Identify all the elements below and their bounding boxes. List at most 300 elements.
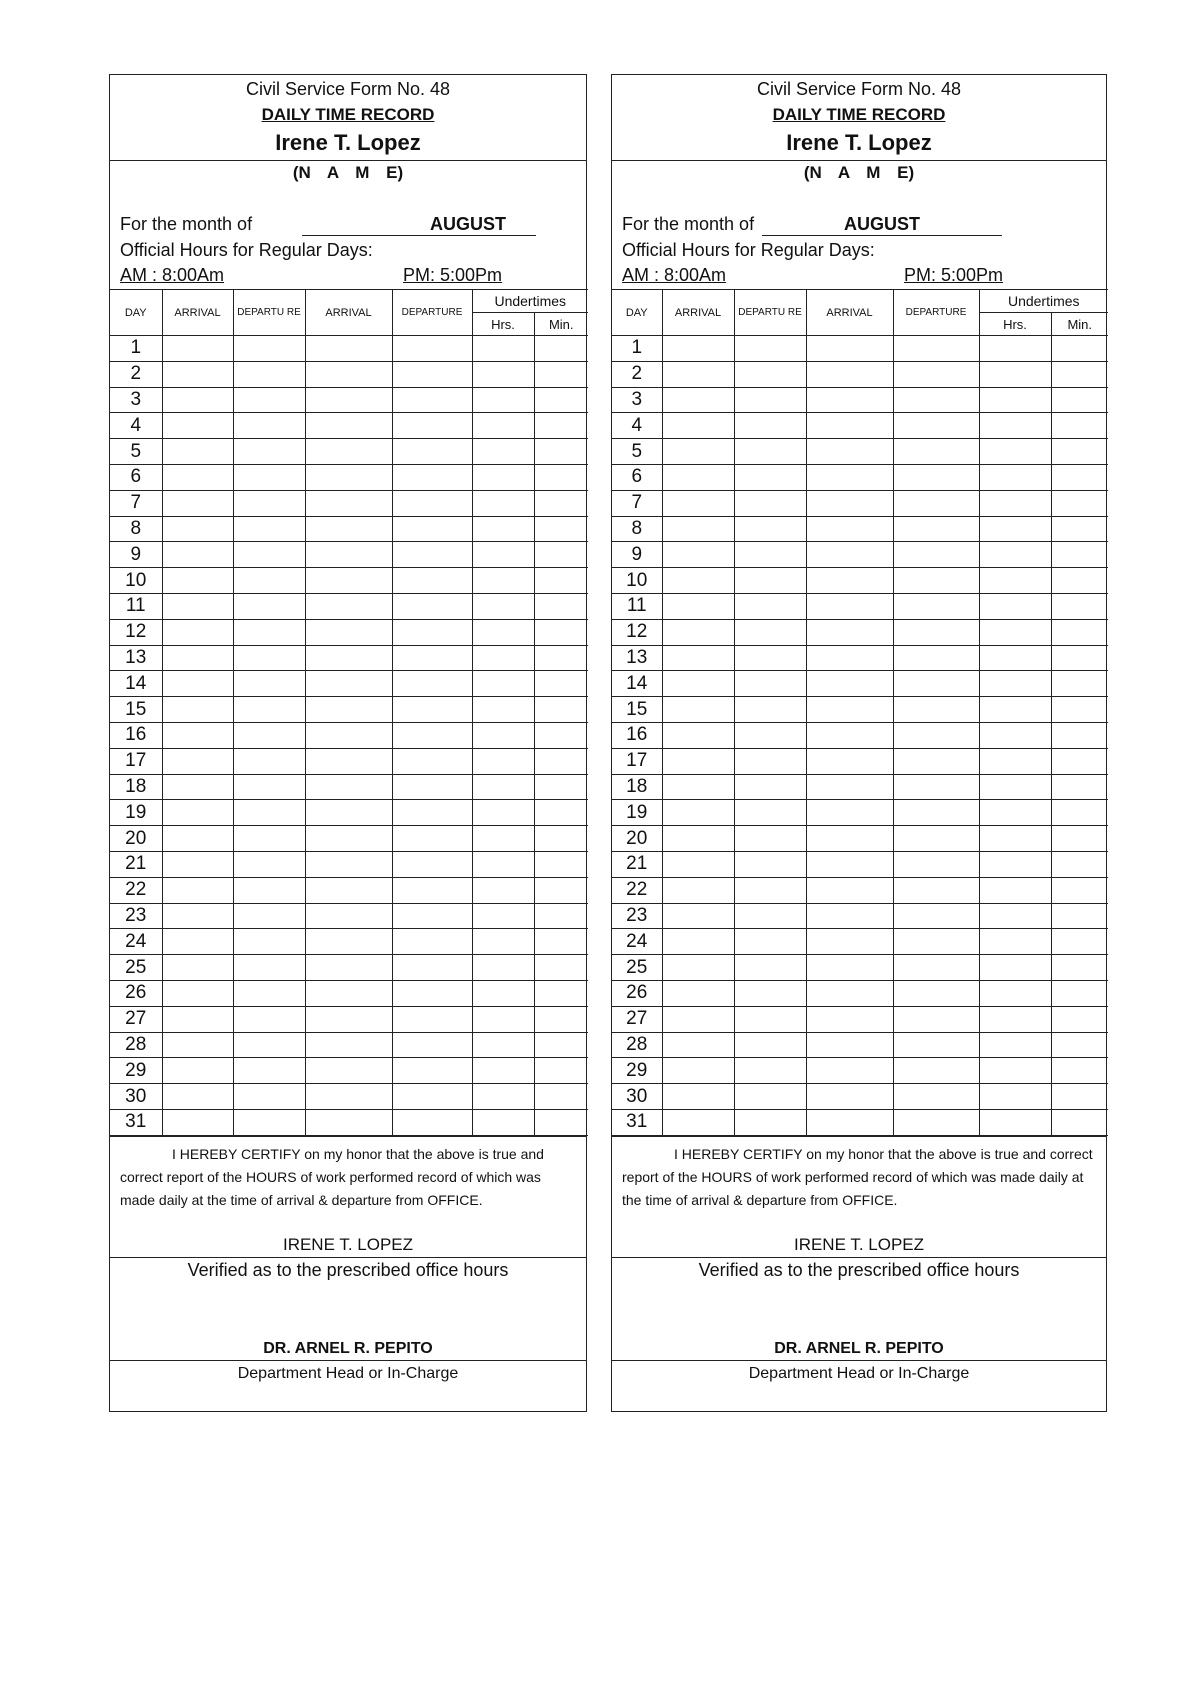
arrival-pm-cell[interactable]: [305, 336, 392, 362]
departure-pm-cell[interactable]: [893, 697, 979, 723]
undertime-min-cell[interactable]: [1051, 593, 1108, 619]
departure-pm-cell[interactable]: [392, 748, 472, 774]
arrival-am-cell[interactable]: [662, 516, 734, 542]
departure-am-cell[interactable]: [734, 697, 806, 723]
undertime-min-cell[interactable]: [534, 1109, 588, 1135]
arrival-am-cell[interactable]: [162, 748, 233, 774]
undertime-hrs-cell[interactable]: [979, 826, 1051, 852]
undertime-hrs-cell[interactable]: [472, 1032, 534, 1058]
departure-am-cell[interactable]: [233, 1109, 305, 1135]
arrival-am-cell[interactable]: [662, 490, 734, 516]
undertime-min-cell[interactable]: [1051, 619, 1108, 645]
departure-am-cell[interactable]: [734, 1032, 806, 1058]
undertime-hrs-cell[interactable]: [979, 490, 1051, 516]
departure-am-cell[interactable]: [734, 1006, 806, 1032]
undertime-hrs-cell[interactable]: [979, 671, 1051, 697]
undertime-hrs-cell[interactable]: [979, 645, 1051, 671]
departure-pm-cell[interactable]: [893, 542, 979, 568]
departure-pm-cell[interactable]: [392, 929, 472, 955]
arrival-am-cell[interactable]: [162, 464, 233, 490]
month-field[interactable]: [302, 214, 536, 236]
undertime-hrs-cell[interactable]: [472, 774, 534, 800]
departure-pm-cell[interactable]: [893, 722, 979, 748]
departure-am-cell[interactable]: [734, 826, 806, 852]
arrival-am-cell[interactable]: [162, 877, 233, 903]
undertime-min-cell[interactable]: [534, 413, 588, 439]
departure-am-cell[interactable]: [734, 516, 806, 542]
departure-am-cell[interactable]: [233, 851, 305, 877]
departure-pm-cell[interactable]: [893, 1058, 979, 1084]
arrival-am-cell[interactable]: [662, 722, 734, 748]
undertime-min-cell[interactable]: [534, 361, 588, 387]
departure-am-cell[interactable]: [233, 877, 305, 903]
departure-am-cell[interactable]: [233, 826, 305, 852]
arrival-am-cell[interactable]: [662, 542, 734, 568]
undertime-min-cell[interactable]: [1051, 800, 1108, 826]
undertime-hrs-cell[interactable]: [472, 877, 534, 903]
departure-am-cell[interactable]: [233, 542, 305, 568]
departure-pm-cell[interactable]: [893, 593, 979, 619]
undertime-min-cell[interactable]: [1051, 516, 1108, 542]
arrival-pm-cell[interactable]: [806, 542, 893, 568]
departure-pm-cell[interactable]: [392, 980, 472, 1006]
arrival-am-cell[interactable]: [662, 903, 734, 929]
departure-am-cell[interactable]: [734, 387, 806, 413]
arrival-pm-cell[interactable]: [806, 619, 893, 645]
undertime-hrs-cell[interactable]: [472, 464, 534, 490]
undertime-min-cell[interactable]: [1051, 671, 1108, 697]
arrival-am-cell[interactable]: [162, 903, 233, 929]
departure-pm-cell[interactable]: [893, 645, 979, 671]
departure-pm-cell[interactable]: [392, 361, 472, 387]
departure-am-cell[interactable]: [233, 697, 305, 723]
arrival-am-cell[interactable]: [662, 568, 734, 594]
departure-am-cell[interactable]: [734, 955, 806, 981]
departure-pm-cell[interactable]: [392, 671, 472, 697]
departure-pm-cell[interactable]: [893, 980, 979, 1006]
arrival-pm-cell[interactable]: [305, 851, 392, 877]
undertime-min-cell[interactable]: [534, 387, 588, 413]
arrival-pm-cell[interactable]: [305, 387, 392, 413]
undertime-min-cell[interactable]: [534, 980, 588, 1006]
arrival-am-cell[interactable]: [162, 490, 233, 516]
departure-am-cell[interactable]: [734, 929, 806, 955]
arrival-am-cell[interactable]: [662, 387, 734, 413]
undertime-min-cell[interactable]: [1051, 980, 1108, 1006]
departure-am-cell[interactable]: [233, 774, 305, 800]
arrival-pm-cell[interactable]: [305, 490, 392, 516]
arrival-pm-cell[interactable]: [806, 645, 893, 671]
undertime-min-cell[interactable]: [534, 722, 588, 748]
undertime-min-cell[interactable]: [1051, 645, 1108, 671]
arrival-pm-cell[interactable]: [806, 1109, 893, 1135]
departure-pm-cell[interactable]: [893, 955, 979, 981]
departure-am-cell[interactable]: [233, 490, 305, 516]
arrival-am-cell[interactable]: [162, 516, 233, 542]
arrival-am-cell[interactable]: [162, 980, 233, 1006]
arrival-pm-cell[interactable]: [305, 619, 392, 645]
arrival-pm-cell[interactable]: [806, 851, 893, 877]
undertime-hrs-cell[interactable]: [979, 542, 1051, 568]
arrival-am-cell[interactable]: [662, 645, 734, 671]
arrival-am-cell[interactable]: [662, 851, 734, 877]
departure-am-cell[interactable]: [233, 955, 305, 981]
undertime-min-cell[interactable]: [534, 774, 588, 800]
departure-pm-cell[interactable]: [893, 851, 979, 877]
undertime-hrs-cell[interactable]: [472, 387, 534, 413]
arrival-pm-cell[interactable]: [806, 568, 893, 594]
undertime-hrs-cell[interactable]: [979, 748, 1051, 774]
undertime-hrs-cell[interactable]: [979, 593, 1051, 619]
undertime-min-cell[interactable]: [534, 516, 588, 542]
undertime-min-cell[interactable]: [1051, 826, 1108, 852]
undertime-min-cell[interactable]: [534, 593, 588, 619]
arrival-pm-cell[interactable]: [806, 697, 893, 723]
undertime-min-cell[interactable]: [534, 464, 588, 490]
departure-pm-cell[interactable]: [392, 722, 472, 748]
departure-am-cell[interactable]: [734, 361, 806, 387]
undertime-min-cell[interactable]: [534, 903, 588, 929]
undertime-min-cell[interactable]: [534, 619, 588, 645]
undertime-hrs-cell[interactable]: [472, 929, 534, 955]
undertime-min-cell[interactable]: [1051, 542, 1108, 568]
arrival-am-cell[interactable]: [162, 851, 233, 877]
undertime-min-cell[interactable]: [1051, 903, 1108, 929]
undertime-min-cell[interactable]: [1051, 387, 1108, 413]
undertime-hrs-cell[interactable]: [472, 980, 534, 1006]
departure-pm-cell[interactable]: [392, 851, 472, 877]
undertime-min-cell[interactable]: [534, 490, 588, 516]
undertime-min-cell[interactable]: [534, 645, 588, 671]
arrival-pm-cell[interactable]: [305, 1006, 392, 1032]
departure-pm-cell[interactable]: [893, 516, 979, 542]
arrival-am-cell[interactable]: [662, 593, 734, 619]
undertime-hrs-cell[interactable]: [472, 1109, 534, 1135]
undertime-hrs-cell[interactable]: [979, 774, 1051, 800]
departure-am-cell[interactable]: [233, 568, 305, 594]
departure-pm-cell[interactable]: [893, 671, 979, 697]
departure-pm-cell[interactable]: [392, 516, 472, 542]
undertime-hrs-cell[interactable]: [979, 1032, 1051, 1058]
arrival-am-cell[interactable]: [662, 877, 734, 903]
arrival-am-cell[interactable]: [662, 1109, 734, 1135]
arrival-am-cell[interactable]: [162, 1109, 233, 1135]
undertime-min-cell[interactable]: [534, 877, 588, 903]
arrival-am-cell[interactable]: [662, 439, 734, 465]
arrival-pm-cell[interactable]: [305, 516, 392, 542]
undertime-min-cell[interactable]: [1051, 361, 1108, 387]
undertime-min-cell[interactable]: [534, 929, 588, 955]
arrival-am-cell[interactable]: [662, 671, 734, 697]
arrival-am-cell[interactable]: [662, 980, 734, 1006]
departure-pm-cell[interactable]: [893, 464, 979, 490]
arrival-pm-cell[interactable]: [806, 387, 893, 413]
departure-pm-cell[interactable]: [392, 955, 472, 981]
undertime-min-cell[interactable]: [1051, 1109, 1108, 1135]
arrival-pm-cell[interactable]: [806, 490, 893, 516]
undertime-hrs-cell[interactable]: [472, 851, 534, 877]
arrival-am-cell[interactable]: [162, 1006, 233, 1032]
undertime-min-cell[interactable]: [534, 671, 588, 697]
departure-pm-cell[interactable]: [392, 697, 472, 723]
departure-am-cell[interactable]: [734, 800, 806, 826]
arrival-pm-cell[interactable]: [305, 800, 392, 826]
departure-pm-cell[interactable]: [392, 490, 472, 516]
departure-am-cell[interactable]: [233, 336, 305, 362]
departure-am-cell[interactable]: [734, 568, 806, 594]
departure-pm-cell[interactable]: [392, 619, 472, 645]
departure-am-cell[interactable]: [233, 980, 305, 1006]
departure-pm-cell[interactable]: [392, 542, 472, 568]
departure-am-cell[interactable]: [734, 877, 806, 903]
arrival-pm-cell[interactable]: [305, 464, 392, 490]
undertime-hrs-cell[interactable]: [472, 516, 534, 542]
undertime-hrs-cell[interactable]: [979, 955, 1051, 981]
departure-pm-cell[interactable]: [893, 1084, 979, 1110]
departure-am-cell[interactable]: [233, 800, 305, 826]
undertime-min-cell[interactable]: [1051, 464, 1108, 490]
undertime-min-cell[interactable]: [1051, 774, 1108, 800]
arrival-pm-cell[interactable]: [305, 361, 392, 387]
undertime-hrs-cell[interactable]: [472, 568, 534, 594]
arrival-am-cell[interactable]: [662, 1084, 734, 1110]
undertime-min-cell[interactable]: [1051, 490, 1108, 516]
arrival-pm-cell[interactable]: [806, 516, 893, 542]
undertime-min-cell[interactable]: [534, 336, 588, 362]
undertime-min-cell[interactable]: [534, 748, 588, 774]
arrival-am-cell[interactable]: [162, 413, 233, 439]
departure-pm-cell[interactable]: [893, 336, 979, 362]
departure-pm-cell[interactable]: [893, 387, 979, 413]
arrival-pm-cell[interactable]: [305, 697, 392, 723]
undertime-min-cell[interactable]: [1051, 439, 1108, 465]
undertime-hrs-cell[interactable]: [472, 1058, 534, 1084]
undertime-hrs-cell[interactable]: [979, 1058, 1051, 1084]
departure-am-cell[interactable]: [734, 671, 806, 697]
arrival-am-cell[interactable]: [162, 645, 233, 671]
departure-am-cell[interactable]: [233, 1032, 305, 1058]
undertime-hrs-cell[interactable]: [472, 439, 534, 465]
undertime-hrs-cell[interactable]: [472, 593, 534, 619]
departure-am-cell[interactable]: [233, 387, 305, 413]
undertime-hrs-cell[interactable]: [979, 877, 1051, 903]
undertime-min-cell[interactable]: [1051, 413, 1108, 439]
arrival-am-cell[interactable]: [662, 929, 734, 955]
undertime-min-cell[interactable]: [534, 851, 588, 877]
undertime-hrs-cell[interactable]: [979, 619, 1051, 645]
undertime-min-cell[interactable]: [1051, 568, 1108, 594]
departure-pm-cell[interactable]: [893, 774, 979, 800]
undertime-hrs-cell[interactable]: [472, 645, 534, 671]
departure-pm-cell[interactable]: [392, 1058, 472, 1084]
departure-am-cell[interactable]: [233, 1006, 305, 1032]
departure-am-cell[interactable]: [233, 1084, 305, 1110]
undertime-min-cell[interactable]: [1051, 722, 1108, 748]
departure-am-cell[interactable]: [233, 413, 305, 439]
arrival-am-cell[interactable]: [162, 1032, 233, 1058]
departure-am-cell[interactable]: [734, 1084, 806, 1110]
undertime-min-cell[interactable]: [1051, 336, 1108, 362]
departure-pm-cell[interactable]: [392, 826, 472, 852]
arrival-am-cell[interactable]: [162, 826, 233, 852]
undertime-min-cell[interactable]: [534, 826, 588, 852]
departure-pm-cell[interactable]: [392, 593, 472, 619]
arrival-am-cell[interactable]: [662, 619, 734, 645]
departure-pm-cell[interactable]: [893, 413, 979, 439]
arrival-am-cell[interactable]: [162, 619, 233, 645]
undertime-hrs-cell[interactable]: [979, 336, 1051, 362]
arrival-am-cell[interactable]: [662, 748, 734, 774]
departure-am-cell[interactable]: [734, 542, 806, 568]
departure-am-cell[interactable]: [233, 593, 305, 619]
undertime-min-cell[interactable]: [1051, 748, 1108, 774]
arrival-pm-cell[interactable]: [806, 439, 893, 465]
undertime-hrs-cell[interactable]: [979, 722, 1051, 748]
departure-pm-cell[interactable]: [392, 439, 472, 465]
departure-pm-cell[interactable]: [893, 826, 979, 852]
departure-am-cell[interactable]: [734, 490, 806, 516]
arrival-am-cell[interactable]: [162, 387, 233, 413]
undertime-hrs-cell[interactable]: [979, 516, 1051, 542]
departure-am-cell[interactable]: [233, 929, 305, 955]
departure-am-cell[interactable]: [233, 748, 305, 774]
arrival-pm-cell[interactable]: [305, 568, 392, 594]
arrival-am-cell[interactable]: [162, 800, 233, 826]
undertime-hrs-cell[interactable]: [472, 619, 534, 645]
arrival-pm-cell[interactable]: [305, 877, 392, 903]
undertime-min-cell[interactable]: [1051, 929, 1108, 955]
undertime-hrs-cell[interactable]: [979, 361, 1051, 387]
arrival-pm-cell[interactable]: [305, 826, 392, 852]
departure-pm-cell[interactable]: [392, 774, 472, 800]
arrival-pm-cell[interactable]: [305, 413, 392, 439]
departure-am-cell[interactable]: [233, 645, 305, 671]
undertime-hrs-cell[interactable]: [472, 336, 534, 362]
arrival-pm-cell[interactable]: [806, 903, 893, 929]
arrival-pm-cell[interactable]: [305, 645, 392, 671]
undertime-min-cell[interactable]: [1051, 1058, 1108, 1084]
arrival-pm-cell[interactable]: [806, 980, 893, 1006]
arrival-am-cell[interactable]: [162, 439, 233, 465]
undertime-hrs-cell[interactable]: [979, 851, 1051, 877]
arrival-pm-cell[interactable]: [806, 1006, 893, 1032]
arrival-pm-cell[interactable]: [806, 722, 893, 748]
undertime-hrs-cell[interactable]: [472, 826, 534, 852]
arrival-pm-cell[interactable]: [806, 1084, 893, 1110]
departure-pm-cell[interactable]: [392, 1006, 472, 1032]
departure-am-cell[interactable]: [233, 516, 305, 542]
undertime-hrs-cell[interactable]: [472, 697, 534, 723]
undertime-min-cell[interactable]: [534, 1032, 588, 1058]
undertime-hrs-cell[interactable]: [472, 361, 534, 387]
arrival-pm-cell[interactable]: [305, 439, 392, 465]
arrival-pm-cell[interactable]: [305, 929, 392, 955]
arrival-pm-cell[interactable]: [806, 929, 893, 955]
departure-am-cell[interactable]: [233, 671, 305, 697]
undertime-hrs-cell[interactable]: [472, 542, 534, 568]
undertime-hrs-cell[interactable]: [979, 800, 1051, 826]
arrival-pm-cell[interactable]: [305, 593, 392, 619]
arrival-pm-cell[interactable]: [806, 1032, 893, 1058]
departure-am-cell[interactable]: [734, 903, 806, 929]
arrival-am-cell[interactable]: [662, 800, 734, 826]
departure-pm-cell[interactable]: [392, 568, 472, 594]
departure-am-cell[interactable]: [734, 774, 806, 800]
arrival-am-cell[interactable]: [162, 542, 233, 568]
undertime-hrs-cell[interactable]: [472, 490, 534, 516]
undertime-hrs-cell[interactable]: [472, 1084, 534, 1110]
undertime-min-cell[interactable]: [534, 955, 588, 981]
departure-am-cell[interactable]: [734, 851, 806, 877]
departure-am-cell[interactable]: [734, 980, 806, 1006]
undertime-hrs-cell[interactable]: [979, 1006, 1051, 1032]
arrival-pm-cell[interactable]: [806, 593, 893, 619]
departure-am-cell[interactable]: [734, 722, 806, 748]
departure-pm-cell[interactable]: [392, 387, 472, 413]
arrival-pm-cell[interactable]: [806, 748, 893, 774]
undertime-min-cell[interactable]: [1051, 1032, 1108, 1058]
arrival-pm-cell[interactable]: [305, 748, 392, 774]
arrival-pm-cell[interactable]: [806, 877, 893, 903]
undertime-hrs-cell[interactable]: [472, 903, 534, 929]
undertime-hrs-cell[interactable]: [979, 903, 1051, 929]
departure-pm-cell[interactable]: [893, 619, 979, 645]
departure-am-cell[interactable]: [734, 645, 806, 671]
departure-pm-cell[interactable]: [392, 645, 472, 671]
arrival-am-cell[interactable]: [662, 774, 734, 800]
departure-am-cell[interactable]: [233, 722, 305, 748]
undertime-hrs-cell[interactable]: [979, 697, 1051, 723]
undertime-hrs-cell[interactable]: [472, 800, 534, 826]
arrival-am-cell[interactable]: [162, 955, 233, 981]
arrival-pm-cell[interactable]: [806, 800, 893, 826]
undertime-min-cell[interactable]: [534, 697, 588, 723]
arrival-am-cell[interactable]: [662, 361, 734, 387]
undertime-hrs-cell[interactable]: [472, 413, 534, 439]
departure-pm-cell[interactable]: [893, 800, 979, 826]
arrival-pm-cell[interactable]: [305, 955, 392, 981]
arrival-am-cell[interactable]: [162, 774, 233, 800]
arrival-am-cell[interactable]: [662, 464, 734, 490]
arrival-pm-cell[interactable]: [305, 903, 392, 929]
departure-am-cell[interactable]: [233, 361, 305, 387]
undertime-min-cell[interactable]: [1051, 955, 1108, 981]
departure-am-cell[interactable]: [734, 336, 806, 362]
arrival-am-cell[interactable]: [162, 929, 233, 955]
month-field[interactable]: [762, 214, 1002, 236]
departure-pm-cell[interactable]: [392, 1032, 472, 1058]
arrival-pm-cell[interactable]: [305, 1109, 392, 1135]
departure-am-cell[interactable]: [734, 748, 806, 774]
arrival-pm-cell[interactable]: [806, 826, 893, 852]
departure-pm-cell[interactable]: [893, 1006, 979, 1032]
departure-pm-cell[interactable]: [392, 464, 472, 490]
undertime-min-cell[interactable]: [1051, 1084, 1108, 1110]
departure-pm-cell[interactable]: [392, 413, 472, 439]
departure-pm-cell[interactable]: [392, 877, 472, 903]
undertime-hrs-cell[interactable]: [979, 464, 1051, 490]
undertime-hrs-cell[interactable]: [979, 1109, 1051, 1135]
departure-pm-cell[interactable]: [893, 748, 979, 774]
arrival-am-cell[interactable]: [662, 413, 734, 439]
departure-am-cell[interactable]: [734, 413, 806, 439]
undertime-hrs-cell[interactable]: [979, 929, 1051, 955]
departure-pm-cell[interactable]: [392, 336, 472, 362]
arrival-pm-cell[interactable]: [305, 774, 392, 800]
arrival-pm-cell[interactable]: [806, 361, 893, 387]
undertime-min-cell[interactable]: [534, 1058, 588, 1084]
undertime-min-cell[interactable]: [534, 1084, 588, 1110]
